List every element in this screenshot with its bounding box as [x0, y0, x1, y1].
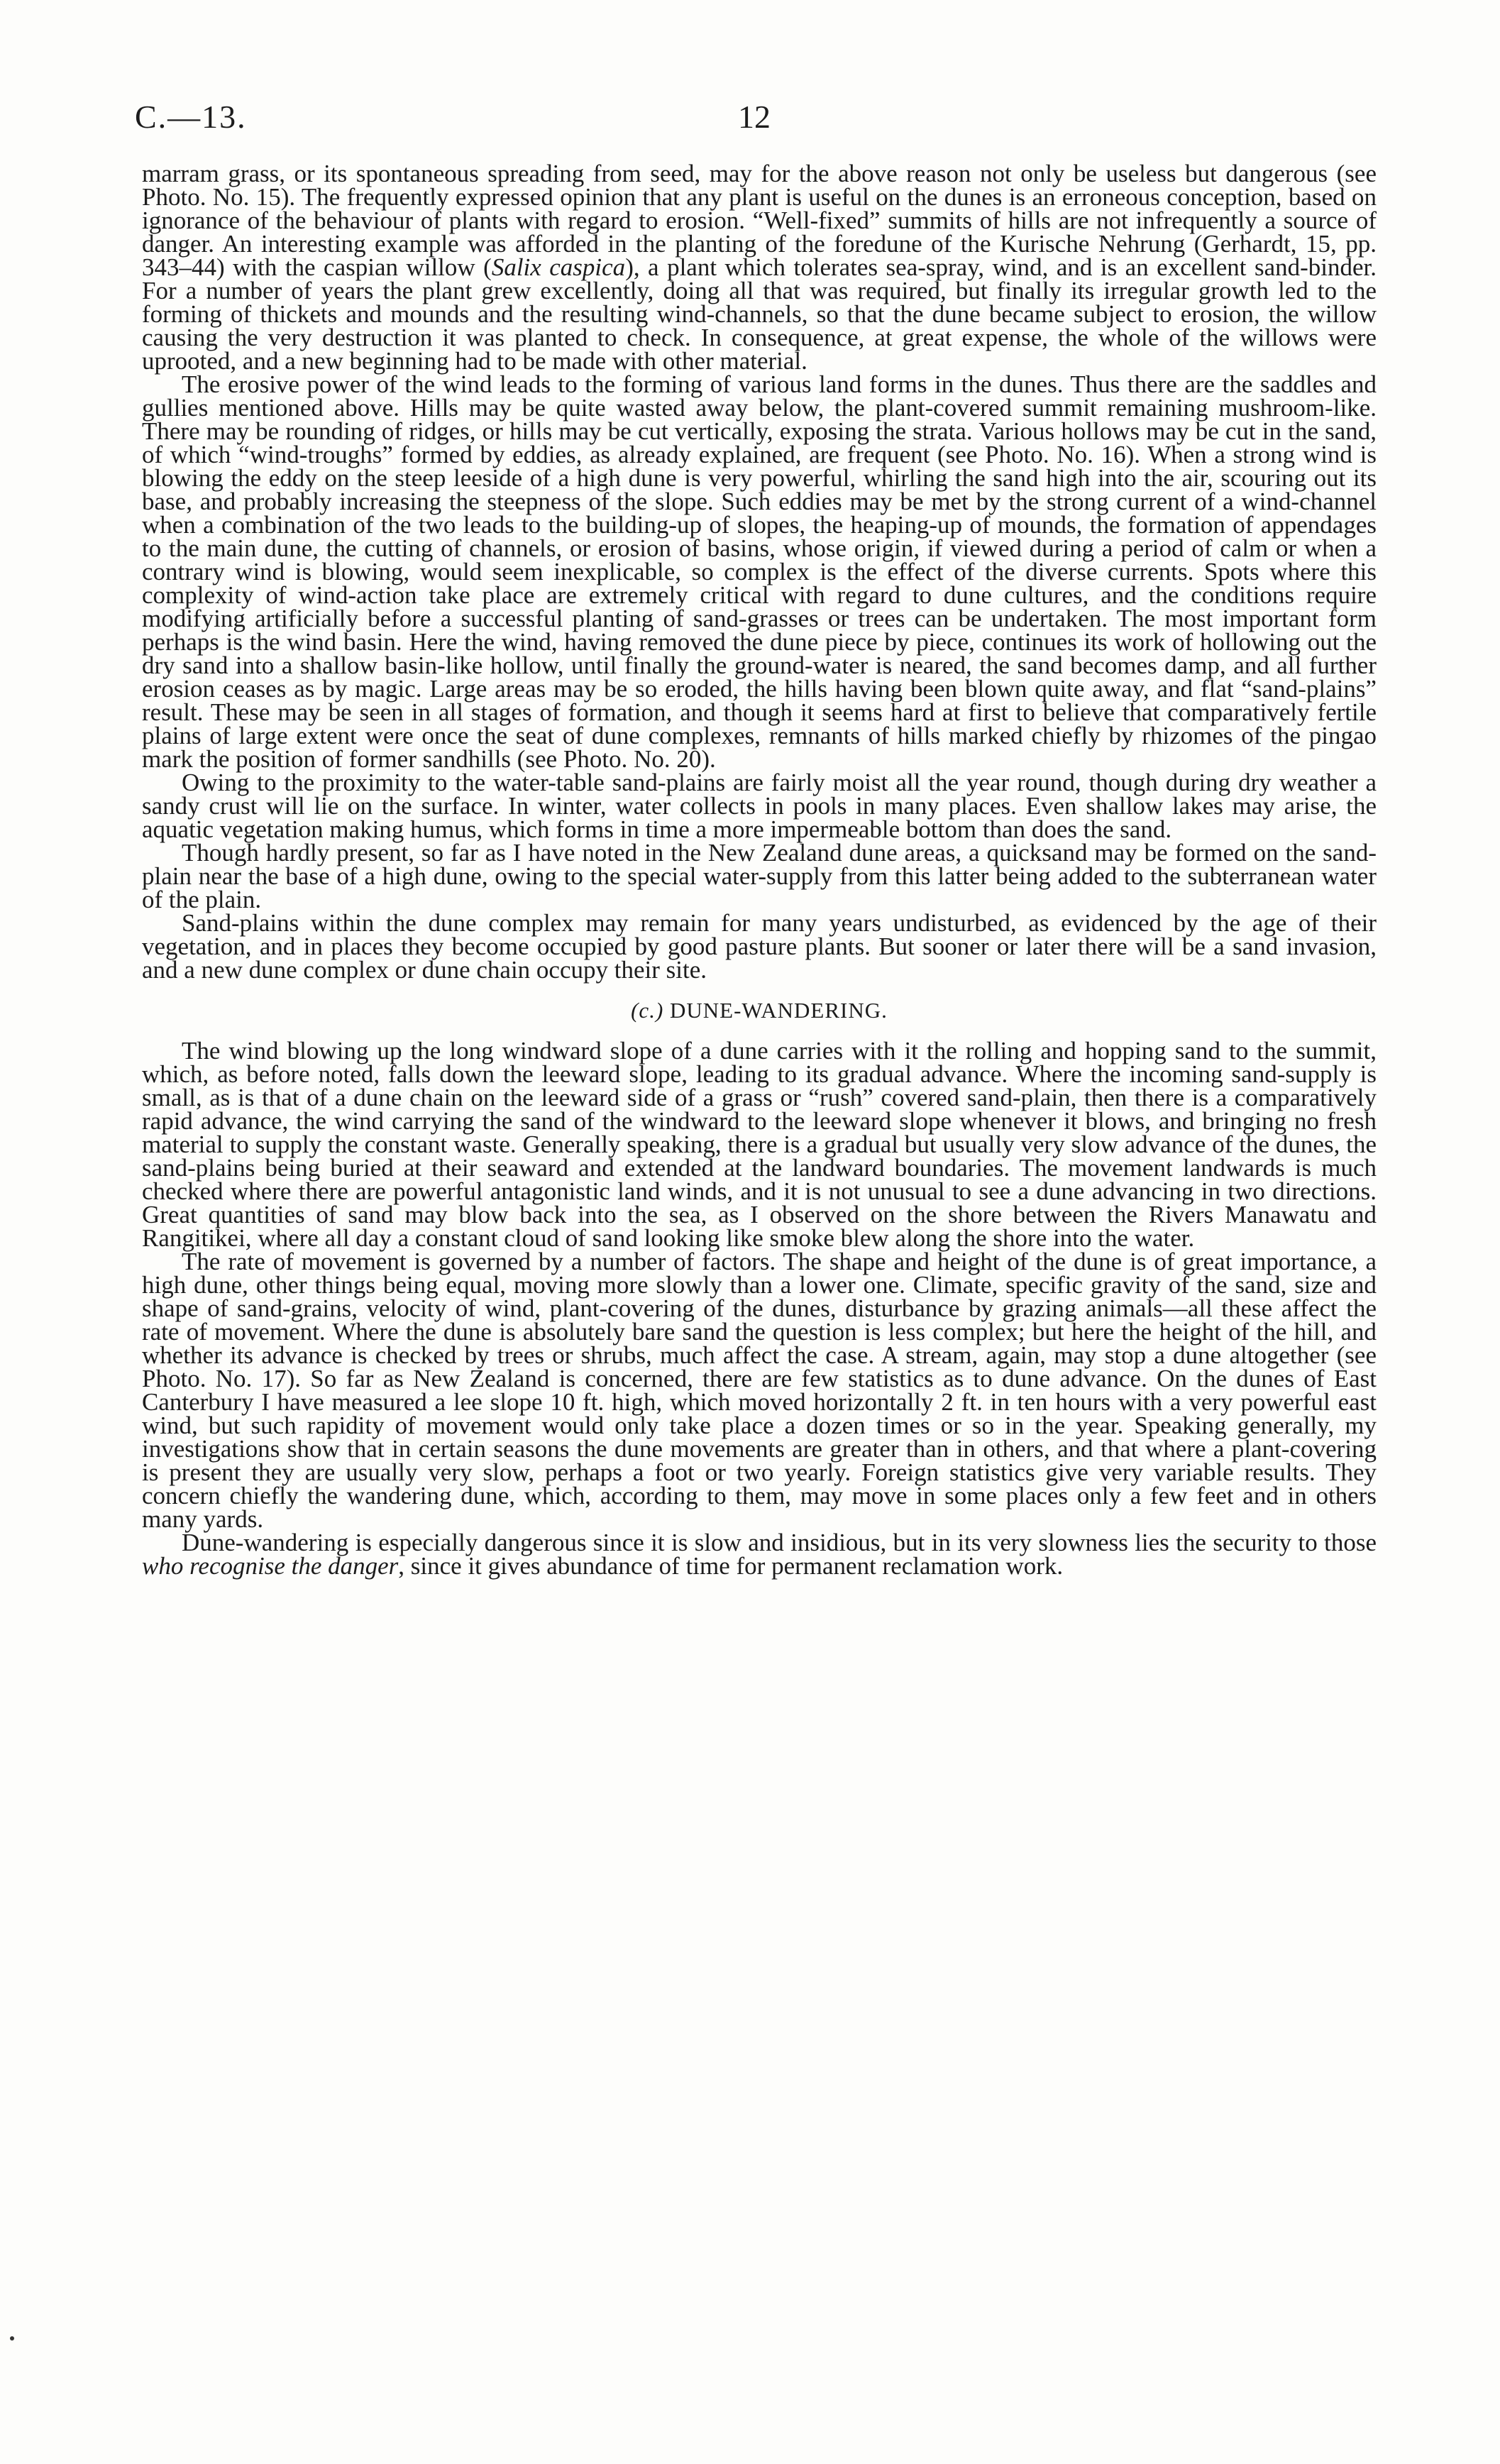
paragraph-text: marram grass, or its spontaneous spreading from seed, may for the above reason not only be useless but dangerous (see Photo. No. 15). The frequently expressed opinion that any plant is useful on the dunes is an erroneous conception, based on ignorance of the behaviour of plants with regard to erosion. “Well-fixed” summits of hills are not infrequently a source of danger. An interesting example was afforded in the planting of the foredune of the Kurische Nehrung (Gerhardt, 15, pp. 343–44) with the caspian willow ( — [142, 160, 1377, 281]
page-number: 12 — [738, 99, 771, 135]
section-title: DUNE-WANDERING. — [670, 998, 888, 1023]
paragraph-text: ), a plant which tolerates sea-spray, wind, and is an excellent sand-binder. For a number of years the plant grew excellently, doing all that was required, but finally its irregular growth led to the forming of thickets and mounds and the resulting wind-channels, so that the dune became subject to erosion, the willow causing the very destruction it was planted to check. In consequence, at great expense, the whole of the willows were uprooted, and a new beginning had to be made with other material. — [142, 253, 1377, 375]
margin-speck — [10, 2336, 14, 2341]
paragraph-text: Dune-wandering is especially dangerous since it is slow and insidious, but in its very slowness lies the security to those — [182, 1529, 1377, 1556]
paragraph: Sand-plains within the dune complex may remain for many years undisturbed, as evidenced by the age of their vegetation, and in places they become occupied by good pasture plants. But sooner or later there will be a sand invasion, and a new dune complex or dune chain occupy their site. — [142, 909, 1377, 984]
document-reference: C.—13. — [135, 99, 247, 135]
running-header — [135, 98, 1369, 148]
paragraph-continued — [142, 162, 1377, 373]
italic-species-name: Salix caspica — [491, 253, 626, 281]
paragraph: Though hardly present, so far as I have noted in the New Zealand dune areas, a quicksand may be formed on the sand-plain near the base of a high dune, owing to the special water-supply from this latter being added to the subterranean water of the plain. — [142, 839, 1377, 913]
section-heading — [142, 999, 1377, 1022]
italic-phrase: who recognise the danger — [142, 1552, 399, 1580]
body-text — [142, 162, 1377, 1578]
paragraph: The erosive power of the wind leads to the forming of various land forms in the dunes. Thus there are the saddles and gullies mentioned above. Hills may be quite wasted away below, the plant-covered summit remaining mushroom-like. There may be rounding of ridges, or hills may be cut vertically, exposing the strata. Various hollows may be cut in the sand, of which “wind-troughs” formed by eddies, as already explained, are frequent (see Photo. No. 16). When a strong wind is blowing the eddy on the steep leeside of a high dune is very powerful, whirling the sand high into the air, scouring out its base, and probably increasing the steepness of the slope. Such eddies may be met by the strong current of a wind-channel when a combination of the two leads to the building-up of slopes, the heaping-up of mounds, the formation of appendages to the main dune, the cutting of channels, or erosion of basins, whose origin, if viewed during a period of calm or when a contrary wind is blowing, would seem inexplicable, so complex is the effect of the diverse currents. Spots where this complexity of wind-action take place are extremely critical with regard to dune cultures, and the conditions require modifying artificially before a successful planting of sand-grasses or trees can be undertaken. The most important form perhaps is the wind basin. Here the wind, having removed the dune piece by piece, continues its work of hollowing out the dry sand into a shallow basin-like hollow, until finally the ground-water is neared, the sand becomes damp, and all further erosion ceases as by magic. Large areas may be so eroded, the hills having been blown quite away, and flat “sand-plains” result. These may be seen in all stages of formation, and though it seems hard at first to believe that comparatively fertile plains of large extent were once the seat of dune complexes, remnants of hills marked chiefly by rhizomes of the pingao mark the position of former sandhills (see Photo. No. 20). — [142, 370, 1377, 773]
section-number: (c.) — [631, 998, 664, 1023]
paragraph: The wind blowing up the long windward slope of a dune carries with it the rolling and hopping sand to the summit, which, as before noted, falls down the leeward slope, leading to its gradual advance. Where the incoming sand-supply is small, as is that of a dune chain on the leeward side of a grass or “rush” covered sand-plain, then there is a comparatively rapid advance, the wind carrying the sand of the windward to the leeward slope whenever it blows, and bringing no fresh material to supply the constant waste. Generally speaking, there is a gradual but usually very slow advance of the dunes, the sand-plains being buried at their seaward and extended at the landward boundaries. The movement landwards is much checked where there are powerful antagonistic land winds, and it is not unusual to see a dune advancing in two directions. Great quantities of sand may blow back into the sea, as I observed on the shore between the Rivers Manawatu and Rangitikei, where all day a constant cloud of sand looking like smoke blew along the shore into the water. — [142, 1037, 1377, 1252]
paragraph: The rate of movement is governed by a number of factors. The shape and height of the dune is of great importance, a high dune, other things being equal, moving more slowly than a lower one. Climate, specific gravity of the sand, size and shape of sand-grains, velocity of wind, plant-covering of the dunes, disturbance by grazing animals—all these affect the rate of movement. Where the dune is absolutely bare sand the question is less complex; but here the height of the hill, and whether its advance is checked by trees or shrubs, much affect the case. A stream, again, may stop a dune altogether (see Photo. No. 17). So far as New Zealand is concerned, there are few statistics as to dune advance. On the dunes of East Canterbury I have measured a lee slope 10 ft. high, which moved horizontally 2 ft. in ten hours with a very powerful east wind, but such rapidity of movement would only take place a dozen times or so in the year. Speaking generally, my investigations show that in certain seasons the dune movements are greater than in others, and that where a plant-covering is present they are usually very slow, perhaps a foot or two yearly. Foreign statistics give very variable results. They concern chiefly the wandering dune, which, according to them, may move in some places only a few feet and in others many yards. — [142, 1248, 1377, 1533]
paragraph-text: , since it gives abundance of time for permanent reclamation work. — [398, 1552, 1064, 1580]
paragraph-final — [142, 1531, 1377, 1578]
paragraph: Owing to the proximity to the water-table sand-plains are fairly moist all the year round, though during dry weather a sandy crust will lie on the surface. In winter, water collects in pools in many places. Even shallow lakes may arise, the aquatic vegetation making humus, which forms in time a more impermeable bottom than does the sand. — [142, 769, 1377, 843]
